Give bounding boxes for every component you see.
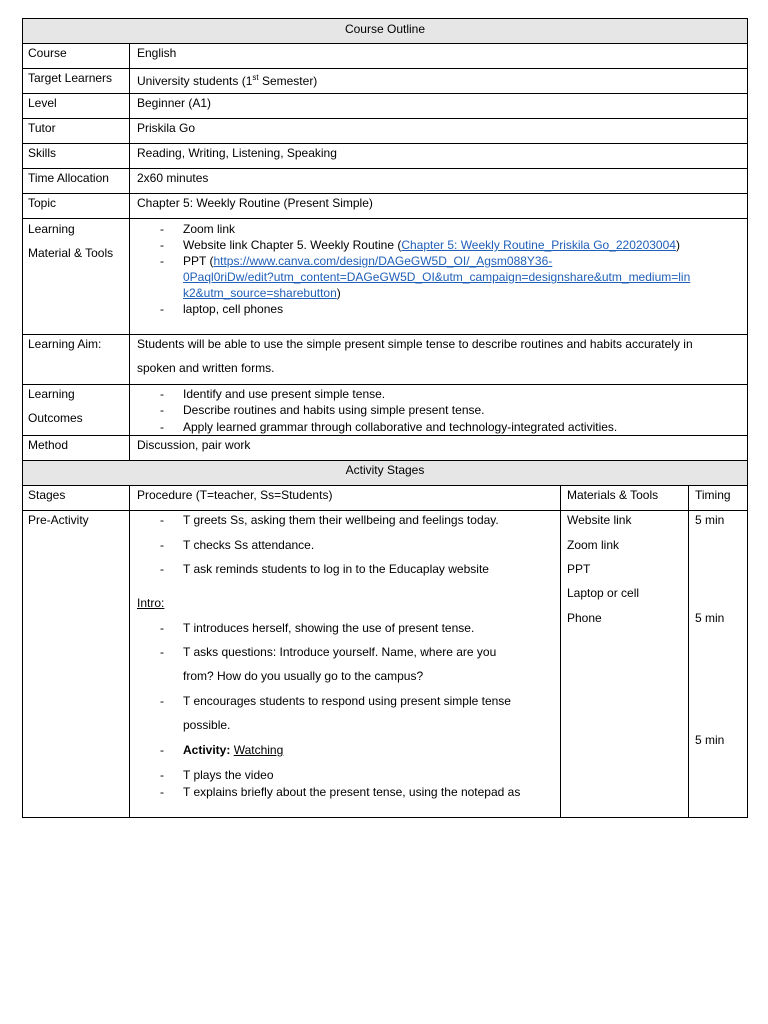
table-border [22, 485, 748, 486]
table-border [22, 168, 748, 169]
material-item: PPT [567, 562, 591, 576]
material-item: Phone [567, 611, 602, 625]
intro-step: T introduces herself, showing the use of present tense. [183, 621, 475, 635]
materials-label-line2: Material & Tools [28, 246, 114, 260]
table-border [747, 18, 748, 818]
table-border [129, 43, 130, 461]
intro-step-cont: possible. [183, 718, 231, 732]
timing-value: 5 min [695, 513, 725, 527]
learning-aim-label: Learning Aim: [28, 337, 102, 351]
intro-step: T asks questions: Introduce yourself. Name, where are you [183, 645, 497, 659]
table-border [22, 193, 748, 194]
devices-item: laptop, cell phones [183, 302, 284, 316]
learning-aim-line1: Students will be able to use the simple present simple tense to describe routines and habits accurately in [137, 337, 693, 351]
level-label: Level [28, 96, 57, 110]
bullet-dash: - [160, 222, 164, 236]
stages-header: Stages [28, 488, 66, 502]
ppt-item [183, 254, 552, 268]
tutor-label: Tutor [28, 121, 56, 135]
procedure-step: T ask reminds students to log in to the Educaplay website [183, 562, 489, 576]
table-border [22, 18, 23, 818]
bullet-dash: - [160, 302, 164, 316]
materials-tools-header: Materials & Tools [567, 488, 659, 502]
method-value: Discussion, pair work [137, 438, 251, 452]
intro-step-cont: from? How do you usually go to the campus? [183, 669, 424, 683]
skills-label: Skills [28, 146, 57, 160]
target-learners-value [137, 71, 317, 88]
ppt-canva-link-end[interactable]: k2&utm_source=sharebutton [183, 286, 337, 300]
procedure-header: Procedure (T=teacher, Ss=Students) [137, 488, 333, 502]
activity-watching [183, 743, 283, 757]
activity-bold-label: Activity: [183, 743, 231, 757]
table-border [22, 118, 748, 119]
timing-header: Timing [695, 488, 731, 502]
timing-value: 5 min [695, 733, 725, 747]
pre-activity-stage: Pre-Activity [28, 513, 89, 527]
intro-label: Intro: [137, 596, 165, 610]
course-value: English [137, 46, 177, 60]
table-border [22, 384, 748, 385]
intro-step: T plays the video [183, 768, 274, 782]
material-item: Zoom link [567, 538, 620, 552]
table-border [22, 460, 748, 461]
material-item: Laptop or cell [567, 586, 640, 600]
topic-label: Topic [28, 196, 57, 210]
activity-name: Watching [233, 743, 284, 757]
course-outline-title: Course Outline [344, 22, 426, 36]
bullet-dash: - [160, 768, 164, 782]
ppt-canva-link-cont[interactable]: 0Paql0riDw/edit?utm_content=DAGeGW5D_OI&utm_campaign=designshare&utm_medium=lin [183, 270, 691, 284]
table-border [22, 18, 748, 19]
target-value-post: Semester) [258, 74, 318, 88]
table-border [22, 143, 748, 144]
outcomes-label-line2: Outcomes [28, 411, 83, 425]
outcome-item: Apply learned grammar through collaborative and technology-integrated activities. [183, 420, 618, 434]
bullet-dash: - [160, 403, 164, 417]
table-border [22, 43, 748, 44]
course-label: Course [28, 46, 67, 60]
procedure-step: T greets Ss, asking them their wellbeing and feelings today. [183, 513, 499, 527]
website-link-pre: Website link Chapter 5. Weekly Routine ( [183, 238, 402, 252]
bullet-dash: - [160, 743, 164, 757]
bullet-dash: - [160, 785, 164, 799]
table-border [560, 485, 561, 818]
table-border [22, 435, 748, 436]
outcome-item: Describe routines and habits using simple present tense. [183, 403, 485, 417]
bullet-dash: - [160, 387, 164, 401]
bullet-dash: - [160, 621, 164, 635]
table-border [22, 334, 748, 335]
method-label: Method [28, 438, 69, 452]
bullet-dash: - [160, 254, 164, 268]
ppt-post: ) [336, 286, 341, 300]
time-allocation-value: 2x60 minutes [137, 171, 209, 185]
target-value-pre: University students (1 [137, 74, 253, 88]
bullet-dash: - [160, 513, 164, 527]
outcomes-label-line1: Learning [28, 387, 75, 401]
table-border [22, 68, 748, 69]
skills-value: Reading, Writing, Listening, Speaking [137, 146, 337, 160]
bullet-dash: - [160, 645, 164, 659]
tutor-value: Priskila Go [137, 121, 196, 135]
materials-label-line1: Learning [28, 222, 75, 236]
table-border [688, 485, 689, 818]
website-link-post: ) [675, 238, 680, 252]
time-allocation-label: Time Allocation [28, 171, 109, 185]
target-learners-label: Target Learners [28, 71, 113, 85]
table-border [22, 93, 748, 94]
procedure-step: T checks Ss attendance. [183, 538, 315, 552]
outcome-item: Identify and use present simple tense. [183, 387, 386, 401]
ppt-item-line3 [183, 286, 341, 300]
table-border [22, 817, 748, 818]
activity-stages-title: Activity Stages [345, 463, 425, 477]
intro-step: T explains briefly about the present tense, using the notepad as [183, 785, 521, 799]
intro-step: T encourages students to respond using present simple tense [183, 694, 511, 708]
chapter-5-link[interactable]: Chapter 5: Weekly Routine_Priskila Go_220203004 [401, 238, 676, 252]
bullet-dash: - [160, 420, 164, 434]
table-border [22, 218, 748, 219]
level-value: Beginner (A1) [137, 96, 212, 110]
learning-aim-line2: spoken and written forms. [137, 361, 275, 375]
timing-value: 5 min [695, 611, 725, 625]
zoom-link-item: Zoom link [183, 222, 236, 236]
table-border [129, 485, 130, 818]
topic-value: Chapter 5: Weekly Routine (Present Simple) [137, 196, 373, 210]
bullet-dash: - [160, 562, 164, 576]
table-border [22, 510, 748, 511]
bullet-dash: - [160, 694, 164, 708]
website-link-item [183, 238, 680, 252]
material-item: Website link [567, 513, 632, 527]
ppt-canva-link[interactable]: https://www.canva.com/design/DAGeGW5D_OI/_Agsm088Y36- [213, 254, 553, 268]
ppt-pre: PPT ( [183, 254, 214, 268]
target-value-sup: st [252, 73, 259, 82]
bullet-dash: - [160, 538, 164, 552]
bullet-dash: - [160, 238, 164, 252]
